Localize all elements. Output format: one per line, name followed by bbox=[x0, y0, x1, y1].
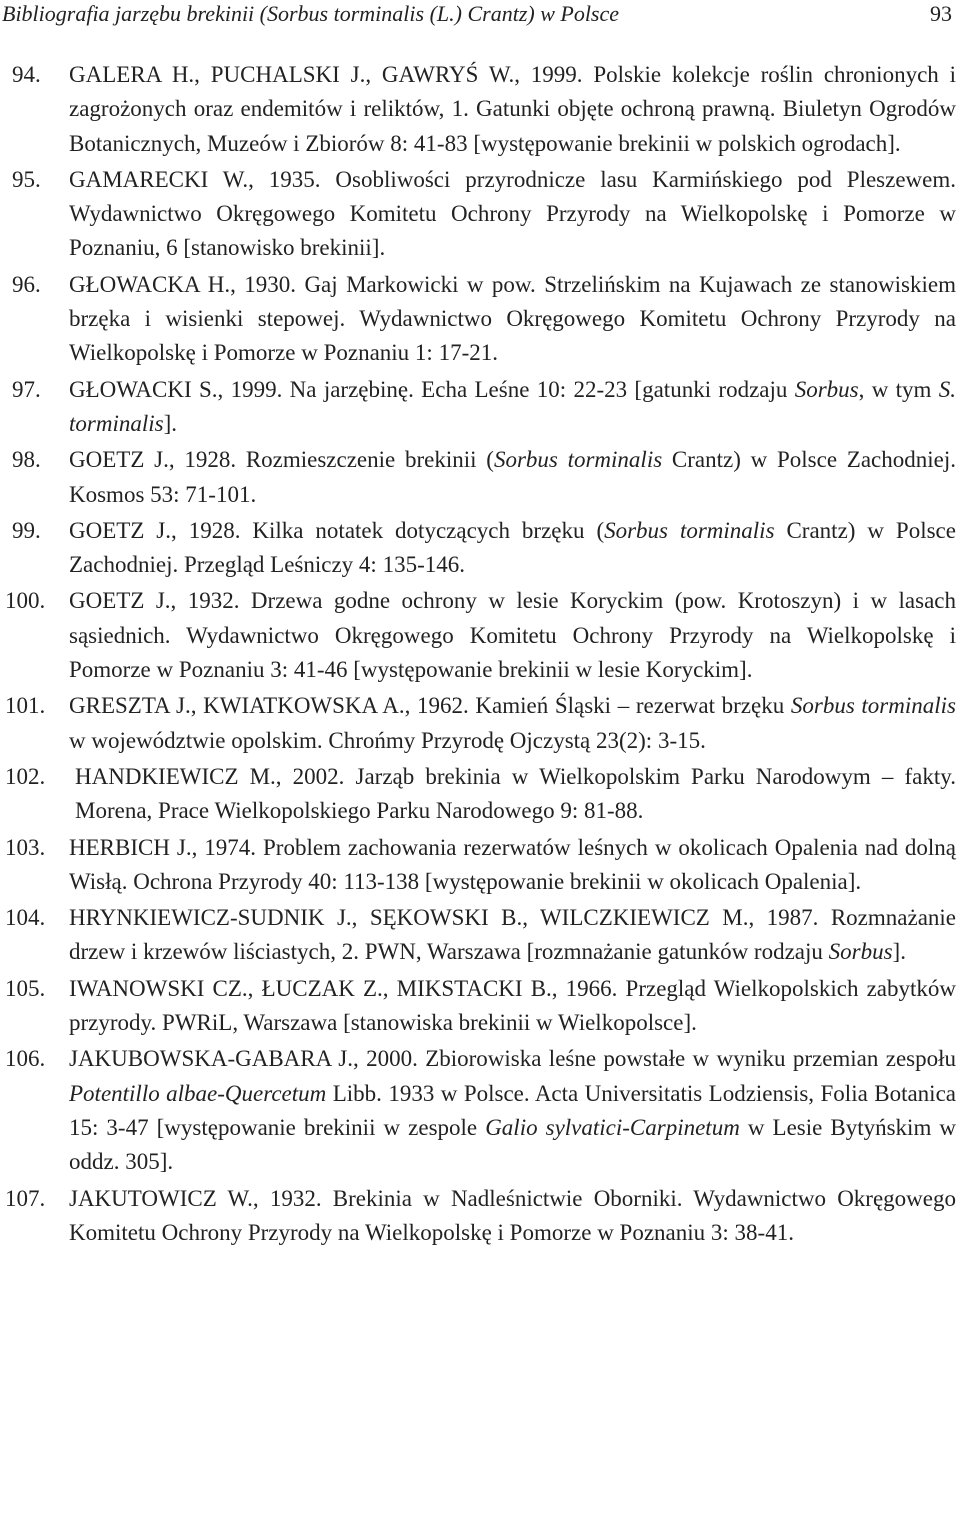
reference-number: 102. bbox=[5, 763, 46, 789]
reference-text-segment: HRYNKIEWICZ-SUDNIK J., SĘKOWSKI B., WILCZKIEWICZ M., 1987. Rozmnażanie drzew i krzewów liściastych, 2. PWN, Warszawa [rozmnażanie gatunków rodzaju bbox=[69, 905, 956, 965]
reference-list bbox=[0, 58, 956, 1252]
reference-number: 95. bbox=[12, 166, 41, 192]
reference-text bbox=[69, 514, 956, 583]
reference-text-segment: ]. bbox=[163, 410, 177, 436]
reference-text-segment: Crantz) w Polsce Zachodniej. Kosmos 53: 71-101. bbox=[69, 447, 956, 507]
reference-text bbox=[69, 373, 956, 442]
reference-number: 107. bbox=[5, 1185, 46, 1211]
running-title: Bibliografia jarzębu brekinii (Sorbus torminalis (L.) Crantz) w Polsce bbox=[2, 1, 620, 26]
reference-text bbox=[69, 443, 956, 512]
reference-taxon-italic: Sorbus torminalis bbox=[604, 517, 775, 543]
reference-text bbox=[69, 163, 956, 266]
reference-text bbox=[69, 689, 956, 758]
reference-entry bbox=[0, 373, 956, 442]
reference-text bbox=[69, 268, 956, 371]
reference-text-segment: HANDKIEWICZ M., 2002. Jarząb brekinia w Wielkopolskim Parku Narodowym – fakty. Morena, Prace Wielkopolskiego Parku Narodowego 9: 81-88. bbox=[75, 763, 956, 824]
reference-text-segment: GOETZ J., 1928. Kilka notatek dotyczących brzęku ( bbox=[69, 517, 605, 543]
reference-text-segment: GAMARECKI W., 1935. Osobliwości przyrodnicze lasu Karmińskiego pod Pleszewem. Wydawnictwo Okręgowego Komitetu Ochrony Przyrody na Wielkopolskę i Pomorze w Poznaniu, 6 [stanowisko brekinii]. bbox=[69, 166, 956, 261]
reference-entry bbox=[0, 689, 956, 758]
reference-entry bbox=[0, 760, 956, 829]
reference-taxon-italic: Sorbus bbox=[794, 376, 859, 402]
reference-number: 97. bbox=[12, 376, 41, 402]
reference-text bbox=[69, 972, 956, 1041]
reference-entry bbox=[0, 1042, 956, 1179]
reference-entry bbox=[0, 163, 956, 266]
reference-taxon-italic: Sorbus torminalis bbox=[493, 447, 663, 473]
reference-entry bbox=[0, 584, 956, 687]
page-number: 93 bbox=[930, 1, 952, 26]
reference-taxon-italic: S. torminalis bbox=[69, 376, 957, 436]
reference-text-segment: GOETZ J., 1928. Rozmieszczenie brekinii ( bbox=[69, 447, 494, 473]
reference-text-segment: ]. bbox=[892, 939, 906, 965]
reference-text-segment: w Lesie Bytyńskim w oddz. 305]. bbox=[69, 1114, 956, 1175]
reference-entry bbox=[0, 514, 956, 583]
reference-entry bbox=[0, 58, 956, 161]
reference-entry bbox=[0, 972, 956, 1041]
reference-text-segment: Libb. 1933 w Polsce. Acta Universitatis Lodziensis, Folia Botanica 15: 3-47 [występowanie brekinii w zespole bbox=[69, 1080, 956, 1140]
reference-text-segment: JAKUTOWICZ W., 1932. Brekinia w Nadleśnictwie Oborniki. Wydawnictwo Okręgowego Komitetu Ochrony Przyrody na Wielkopolskę i Pomorze w Poznaniu 3: 38-41. bbox=[69, 1185, 956, 1245]
reference-taxon-italic: Galio sylvatici-Carpinetum bbox=[485, 1114, 740, 1140]
reference-number: 96. bbox=[12, 271, 41, 297]
reference-text-segment: w województwie opolskim. Chrońmy Przyrodę Ojczystą 23(2): 3-15. bbox=[69, 727, 706, 753]
reference-entry bbox=[0, 268, 956, 371]
reference-text-segment: GALERA H., PUCHALSKI J., GAWRYŚ W., 1999. Polskie kolekcje roślin chronionych i zagrożonych oraz endemitów i reliktów, 1. Gatunki objęte ochroną prawną. Biuletyn Ogrodów Botanicznych, Muzeów i Zbiorów 8: 41-83 [występowanie brekinii w polskich ogrodach]. bbox=[69, 62, 956, 156]
reference-number: 104. bbox=[5, 905, 46, 931]
reference-text bbox=[69, 58, 956, 161]
reference-text-segment: Crantz) w Polsce Zachodniej. Przegląd Leśniczy 4: 135-146. bbox=[69, 517, 956, 578]
reference-text bbox=[69, 1182, 956, 1251]
reference-number: 98. bbox=[12, 447, 41, 473]
reference-number: 105. bbox=[5, 975, 46, 1001]
reference-number: 100. bbox=[5, 588, 46, 614]
reference-text-segment: , w tym bbox=[858, 376, 939, 402]
reference-text bbox=[69, 901, 956, 970]
reference-text-segment: HERBICH J., 1974. Problem zachowania rezerwatów leśnych w okolicach Opalenia nad dolną Wisłą. Ochrona Przyrody 40: 113-138 [występowanie brekinii w okolicach Opalenia]. bbox=[69, 834, 956, 894]
reference-text bbox=[75, 760, 956, 829]
reference-number: 99. bbox=[12, 517, 41, 543]
reference-text bbox=[69, 831, 956, 900]
reference-taxon-italic: Sorbus bbox=[828, 939, 893, 965]
reference-text-segment: JAKUBOWSKA-GABARA J., 2000. Zbiorowiska leśne powstałe w wyniku przemian zespołu bbox=[69, 1046, 956, 1072]
reference-number: 101. bbox=[5, 693, 46, 719]
reference-number: 106. bbox=[5, 1046, 46, 1072]
reference-entry bbox=[0, 1182, 956, 1251]
reference-number: 94. bbox=[12, 62, 41, 87]
reference-entry bbox=[0, 901, 956, 970]
reference-text-segment: GRESZTA J., KWIATKOWSKA A., 1962. Kamień Śląski – rezerwat brzęku bbox=[69, 693, 791, 719]
reference-taxon-italic: Potentillo albae-Quercetum bbox=[69, 1080, 327, 1106]
reference-text-segment: GOETZ J., 1932. Drzewa godne ochrony w lesie Koryckim (pow. Krotoszyn) i w lasach sąsiednich. Wydawnictwo Okręgowego Komitetu Ochrony Przyrody na Wielkopolskę i Pomorze w Poznaniu 3: 41-46 [występowanie brekinii w lesie Koryckim]. bbox=[69, 588, 956, 683]
reference-taxon-italic: Sorbus torminalis bbox=[790, 693, 956, 719]
reference-entry bbox=[0, 443, 956, 512]
reference-text bbox=[69, 584, 956, 687]
reference-text-segment: IWANOWSKI CZ., ŁUCZAK Z., MIKSTACKI B., 1966. Przegląd Wielkopolskich zabytków przyrody. PWRiL, Warszawa [stanowiska brekinii w Wielkopolsce]. bbox=[69, 975, 956, 1036]
reference-entry bbox=[0, 831, 956, 900]
reference-text-segment: GŁOWACKI S., 1999. Na jarzębinę. Echa Leśne 10: 22-23 [gatunki rodzaju bbox=[69, 376, 795, 402]
reference-text-segment: GŁOWACKA H., 1930. Gaj Markowicki w pow. Strzelińskim na Kujawach ze stanowiskiem brzęka i wisienki stepowej. Wydawnictwo Okręgowego Komitetu Ochrony Przyrody na Wielkopolskę i Pomorze w Poznaniu 1: 17-21. bbox=[69, 271, 956, 366]
reference-text bbox=[69, 1042, 956, 1179]
reference-number: 103. bbox=[5, 834, 46, 860]
running-header bbox=[0, 0, 952, 28]
